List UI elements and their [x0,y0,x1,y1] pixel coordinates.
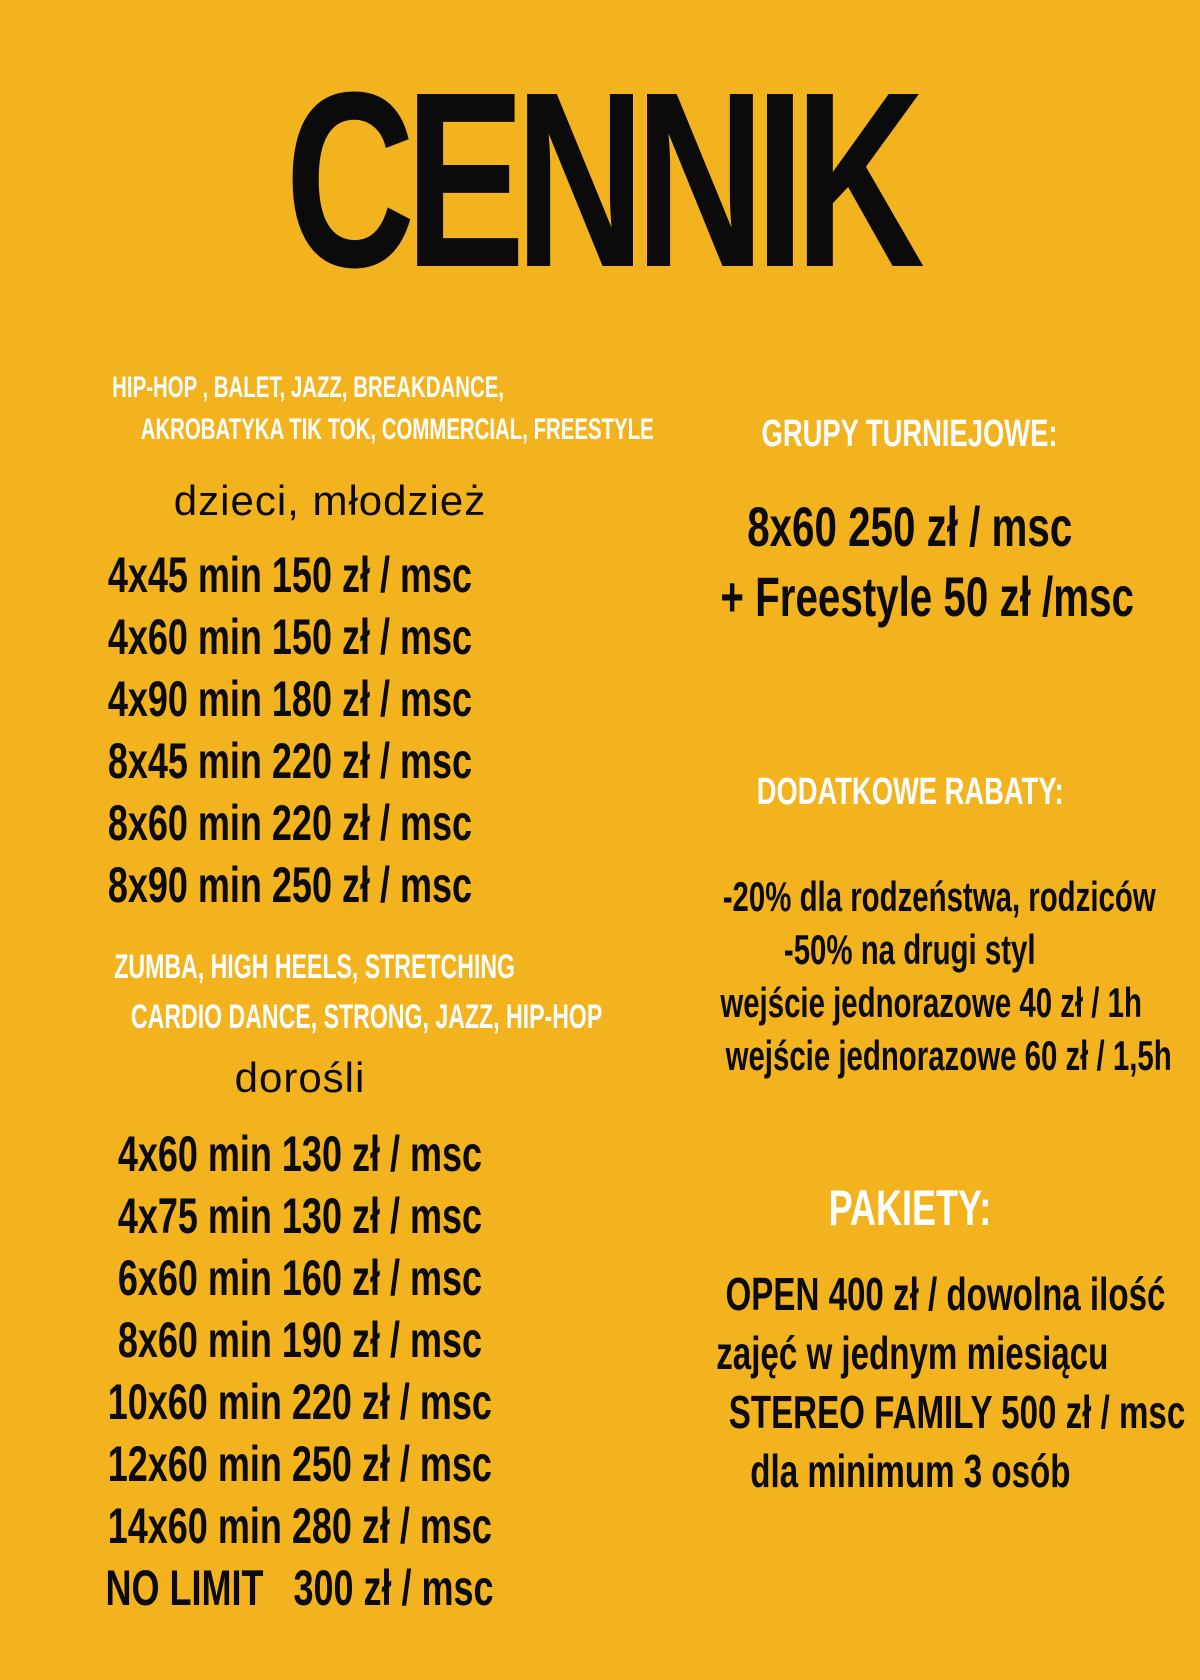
adult-price-6: 12x60 min 250 zł / msc [107,1436,493,1492]
adult-price-2: 4x75 min 130 zł / msc [117,1188,483,1244]
discount-1: -20% dla rodzeństwa, rodziców [722,873,1156,920]
discounts-list [630,870,1190,1082]
page-title: CENNIK [285,40,915,319]
package-line-4: dla minimum 3 osób [749,1445,1071,1497]
discounts-heading-text: DODATKOWE RABATY: [756,771,1064,813]
tournament-prices [640,492,1180,632]
discount-3: wejście jednorazowe 40 zł / 1h [720,979,1142,1026]
tournament-price-1: 8x60 250 zł / msc [747,495,1073,558]
discount-4: wejście jednorazowe 60 zł / 1,5h [725,1032,1172,1079]
kids-price-5: 8x60 min 220 zł / msc [107,795,473,851]
package-line-1: OPEN 400 zł / dowolna ilość [725,1268,1166,1320]
adult-price-5: 10x60 min 220 zł / msc [107,1374,493,1430]
packages-list [640,1265,1186,1501]
kids-styles-line-1: HIP-HOP , BALET, JAZZ, BREAKDANCE, [112,371,504,404]
adult-styles-line-2: CARDIO DANCE, STRONG, JAZZ, HIP-HOP [130,998,603,1036]
adult-styles-line-1: ZUMBA, HIGH HEELS, STRETCHING [114,948,516,986]
kids-styles-line-2: AKROBATYKA TIK TOK, COMMERCIAL, FREESTYLE [140,413,654,446]
adult-price-8: NO LIMIT 300 zł / msc [105,1560,495,1616]
tournament-price-2: + Freestyle 50 zł /msc [720,565,1134,628]
packages-heading [640,1180,1180,1236]
kids-price-list [0,544,580,916]
adult-price-4: 8x60 min 190 zł / msc [117,1312,483,1368]
tournament-heading-text: GRUPY TURNIEJOWE: [762,413,1058,455]
kids-price-1: 4x45 min 150 zł / msc [107,547,473,603]
package-line-2: zajęć w jednym miesiącu [716,1327,1109,1379]
kids-price-3: 4x90 min 180 zł / msc [107,671,473,727]
package-line-3: STEREO FAMILY 500 zł / msc [728,1386,1186,1438]
adult-price-1: 4x60 min 130 zł / msc [117,1126,483,1182]
kids-price-2: 4x60 min 150 zł / msc [107,609,473,665]
adult-group-label: dorośli [234,1054,366,1101]
adult-styles [20,942,603,1042]
kids-price-4: 8x45 min 220 zł / msc [107,733,473,789]
adult-price-7: 14x60 min 280 zł / msc [107,1498,493,1554]
discounts-heading [640,770,1180,814]
kids-styles [20,367,654,451]
kids-group-label: dzieci, młodzież [173,477,487,524]
adult-price-3: 6x60 min 160 zł / msc [117,1250,483,1306]
discount-2: -50% na drugi styl [784,926,1036,973]
packages-heading-text: PAKIETY: [828,1180,992,1236]
tournament-heading [640,412,1180,456]
kids-price-6: 8x90 min 250 zł / msc [107,857,473,913]
adult-price-list [0,1123,600,1619]
